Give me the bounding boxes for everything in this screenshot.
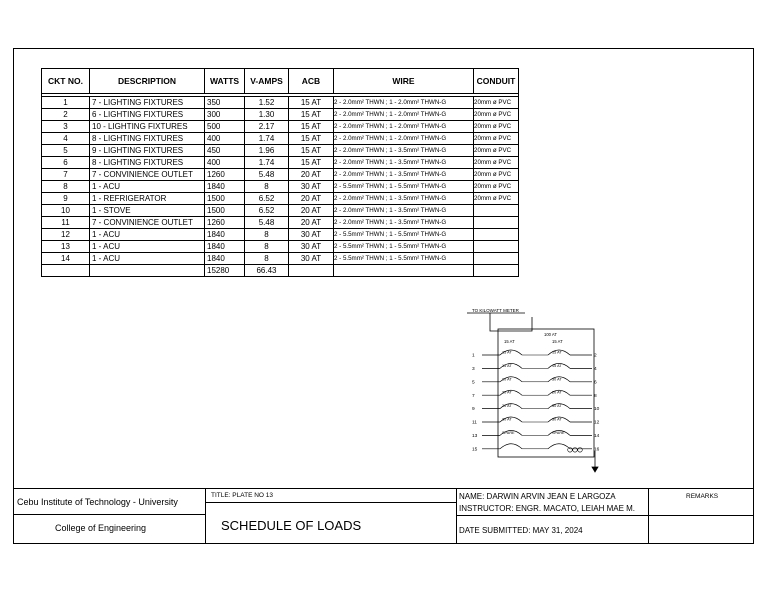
cell-conduit: 20mm ø PVC <box>474 121 519 133</box>
cell-watts: 400 <box>205 157 245 169</box>
cell-description: 1 - ACU <box>90 229 205 241</box>
right-breaker-label: 20 AT <box>552 390 562 395</box>
cell-wire: 2 - 2.0mm² THWN ; 1 - 2.0mm² THWN-G <box>334 97 474 109</box>
left-circuit-number: 9 <box>472 407 475 413</box>
table-row <box>42 193 519 205</box>
table-row <box>42 241 519 253</box>
cell-description: 1 - ACU <box>90 181 205 193</box>
header-conduit: CONDUIT <box>474 69 519 94</box>
cell-acb: 15 AT <box>289 157 334 169</box>
table-row <box>42 253 519 265</box>
totals-row <box>42 265 519 277</box>
cell-wire: 2 - 2.0mm² THWN ; 1 - 3.5mm² THWN-G <box>334 205 474 217</box>
right-circuit-number: 2 <box>594 353 597 359</box>
cell-wire: 2 - 2.0mm² THWN ; 1 - 3.5mm² THWN-G <box>334 157 474 169</box>
cell-watts: 1500 <box>205 193 245 205</box>
cell-acb: 20 AT <box>289 205 334 217</box>
cell-vamps: 2.17 <box>245 121 289 133</box>
table-row <box>42 169 519 181</box>
totals-blank <box>334 265 474 277</box>
header-wire: WIRE <box>334 69 474 94</box>
totals-blank <box>289 265 334 277</box>
table-header-row <box>42 69 519 94</box>
student-name: NAME: DARWIN ARVIN JEAN E LARGOZA <box>459 492 616 501</box>
panel-board-diagram <box>460 305 610 480</box>
ground-coil <box>568 448 573 453</box>
sheet-title: SCHEDULE OF LOADS <box>221 518 362 533</box>
cell-wire: 2 - 5.5mm² THWN ; 1 - 5.5mm² THWN-G <box>334 253 474 265</box>
cell-acb: 15 AT <box>289 133 334 145</box>
cell-wire: 2 - 2.0mm² THWN ; 1 - 3.5mm² THWN-G <box>334 193 474 205</box>
cell-watts: 400 <box>205 133 245 145</box>
cell-conduit: 20mm ø PVC <box>474 181 519 193</box>
cell-ckt: 11 <box>42 217 90 229</box>
meter-label: TO KILOWATT METER <box>472 308 519 313</box>
remarks-label: REMARKS <box>686 493 719 500</box>
total-vamps: 66.43 <box>245 265 289 277</box>
left-breaker-label: 15 AT <box>502 363 512 368</box>
right-breaker-label: 15 AT <box>552 350 562 355</box>
left-breaker-label: SPARE <box>502 430 515 435</box>
cell-ckt: 7 <box>42 169 90 181</box>
header-watts: WATTS <box>205 69 245 94</box>
table-row <box>42 97 519 109</box>
left-breaker-label: 15 AT <box>502 350 512 355</box>
cell-vamps: 5.48 <box>245 169 289 181</box>
cell-vamps: 1.96 <box>245 145 289 157</box>
right-breaker-label: 15 AT <box>552 363 562 368</box>
date-submitted: DATE SUBMITTED: MAY 31, 2024 <box>459 526 583 535</box>
header-description: DESCRIPTION <box>90 69 205 94</box>
cell-description: 7 - LIGHTING FIXTURES <box>90 97 205 109</box>
right-circuit-number: 12 <box>594 420 600 426</box>
cell-description: 7 - CONVINIENCE OUTLET <box>90 169 205 181</box>
cell-description: 10 - LIGHTING FIXTURES <box>90 121 205 133</box>
plate-title: TITLE: PLATE NO 13 <box>211 492 274 499</box>
right-circuit-number: 16 <box>594 447 600 453</box>
top-right-breaker-label: 15 AT <box>552 339 563 344</box>
cell-watts: 1260 <box>205 217 245 229</box>
cell-ckt: 14 <box>42 253 90 265</box>
left-breaker-label: 20 AT <box>502 404 512 409</box>
cell-wire: 2 - 5.5mm² THWN ; 1 - 5.5mm² THWN-G <box>334 181 474 193</box>
cell-watts: 1840 <box>205 253 245 265</box>
cell-conduit <box>474 253 519 265</box>
table-row <box>42 121 519 133</box>
right-breaker-label: 30 AT <box>552 377 562 382</box>
table-row <box>42 217 519 229</box>
cell-vamps: 6.52 <box>245 205 289 217</box>
table-body <box>42 94 519 265</box>
total-watts: 15280 <box>205 265 245 277</box>
left-breaker-label: 30 AT <box>502 417 512 422</box>
cell-ckt: 9 <box>42 193 90 205</box>
cell-watts: 1500 <box>205 205 245 217</box>
cell-wire: 2 - 2.0mm² THWN ; 1 - 3.5mm² THWN-G <box>334 145 474 157</box>
cell-vamps: 8 <box>245 253 289 265</box>
main-breaker-label: 100 AT <box>544 332 557 337</box>
ground-coil <box>573 448 578 453</box>
cell-wire: 2 - 2.0mm² THWN ; 1 - 3.5mm² THWN-G <box>334 169 474 181</box>
totals-blank <box>90 265 205 277</box>
cell-acb: 30 AT <box>289 229 334 241</box>
cell-acb: 15 AT <box>289 97 334 109</box>
cell-watts: 1840 <box>205 241 245 253</box>
table-row <box>42 229 519 241</box>
cell-description: 1 - ACU <box>90 241 205 253</box>
left-circuit-number: 1 <box>472 353 475 359</box>
left-circuit-number: 11 <box>472 420 477 426</box>
cell-description: 8 - LIGHTING FIXTURES <box>90 133 205 145</box>
left-circuit-number: 5 <box>472 380 475 386</box>
schedule-of-loads-table <box>41 68 519 277</box>
table-row <box>42 205 519 217</box>
cell-vamps: 1.74 <box>245 133 289 145</box>
cell-description: 9 - LIGHTING FIXTURES <box>90 145 205 157</box>
cell-wire: 2 - 2.0mm² THWN ; 1 - 2.0mm² THWN-G <box>334 109 474 121</box>
right-breaker-label: SPARE <box>552 430 565 435</box>
right-circuit-number: 4 <box>594 367 597 372</box>
cell-vamps: 1.52 <box>245 97 289 109</box>
left-circuit-number: 15 <box>472 447 478 453</box>
cell-ckt: 8 <box>42 181 90 193</box>
cell-acb: 20 AT <box>289 217 334 229</box>
cell-conduit <box>474 217 519 229</box>
cell-ckt: 3 <box>42 121 90 133</box>
header-ckt: CKT NO. <box>42 69 90 94</box>
cell-watts: 300 <box>205 109 245 121</box>
cell-conduit: 20mm ø PVC <box>474 133 519 145</box>
cell-acb: 15 AT <box>289 145 334 157</box>
left-circuit-number: 3 <box>472 367 475 372</box>
cell-watts: 450 <box>205 145 245 157</box>
cell-watts: 350 <box>205 97 245 109</box>
cell-ckt: 12 <box>42 229 90 241</box>
cell-conduit: 20mm ø PVC <box>474 157 519 169</box>
cell-conduit: 20mm ø PVC <box>474 193 519 205</box>
cell-watts: 1840 <box>205 229 245 241</box>
cell-ckt: 5 <box>42 145 90 157</box>
cell-description: 7 - CONVINIENCE OUTLET <box>90 217 205 229</box>
cell-description: 1 - REFRIGERATOR <box>90 193 205 205</box>
table-row <box>42 157 519 169</box>
cell-ckt: 4 <box>42 133 90 145</box>
cell-wire: 2 - 2.0mm² THWN ; 1 - 2.0mm² THWN-G <box>334 133 474 145</box>
cell-vamps: 6.52 <box>245 193 289 205</box>
cell-ckt: 1 <box>42 97 90 109</box>
cell-wire: 2 - 5.5mm² THWN ; 1 - 5.5mm² THWN-G <box>334 229 474 241</box>
right-breaker-label: 30 AT <box>552 404 562 409</box>
left-breaker-label: 20 AT <box>502 390 512 395</box>
cell-watts: 500 <box>205 121 245 133</box>
cell-conduit: 20mm ø PVC <box>474 169 519 181</box>
cell-conduit <box>474 229 519 241</box>
right-breaker-arc <box>548 444 570 449</box>
cell-acb: 20 AT <box>289 169 334 181</box>
cell-acb: 30 AT <box>289 253 334 265</box>
cell-description: 6 - LIGHTING FIXTURES <box>90 109 205 121</box>
cell-description: 1 - STOVE <box>90 205 205 217</box>
cell-wire: 2 - 2.0mm² THWN ; 1 - 2.0mm² THWN-G <box>334 121 474 133</box>
cell-acb: 30 AT <box>289 181 334 193</box>
cell-watts: 1260 <box>205 169 245 181</box>
right-circuit-number: 10 <box>594 407 600 413</box>
totals-blank <box>42 265 90 277</box>
instructor-name: INSTRUCTOR: ENGR. MACATO, LEIAH MAE M. <box>459 504 636 513</box>
right-circuit-number: 6 <box>594 380 597 386</box>
left-breaker-arc <box>500 444 522 449</box>
header-vamps: V-AMPS <box>245 69 289 94</box>
table-row <box>42 133 519 145</box>
cell-wire: 2 - 5.5mm² THWN ; 1 - 5.5mm² THWN-G <box>334 241 474 253</box>
table-row <box>42 181 519 193</box>
cell-vamps: 1.74 <box>245 157 289 169</box>
cell-conduit <box>474 241 519 253</box>
left-breaker-label: 20 AT <box>502 377 512 382</box>
panel-circuits <box>472 339 600 452</box>
cell-vamps: 1.30 <box>245 109 289 121</box>
totals-blank <box>474 265 519 277</box>
cell-vamps: 8 <box>245 181 289 193</box>
university-name: Cebu Institute of Technology - University <box>17 497 178 507</box>
cell-acb: 30 AT <box>289 241 334 253</box>
cell-conduit: 20mm ø PVC <box>474 109 519 121</box>
cell-acb: 20 AT <box>289 193 334 205</box>
cell-watts: 1840 <box>205 181 245 193</box>
cell-conduit <box>474 205 519 217</box>
cell-ckt: 13 <box>42 241 90 253</box>
cell-acb: 15 AT <box>289 109 334 121</box>
cell-description: 1 - ACU <box>90 253 205 265</box>
cell-vamps: 8 <box>245 229 289 241</box>
cell-vamps: 5.48 <box>245 217 289 229</box>
cell-ckt: 6 <box>42 157 90 169</box>
cell-ckt: 10 <box>42 205 90 217</box>
cell-conduit: 20mm ø PVC <box>474 97 519 109</box>
top-left-breaker-label: 15 AT <box>504 339 515 344</box>
right-breaker-label: 30 AT <box>552 417 562 422</box>
title-block <box>13 488 754 544</box>
left-circuit-number: 7 <box>472 393 475 399</box>
table-row <box>42 109 519 121</box>
cell-ckt: 2 <box>42 109 90 121</box>
right-circuit-number: 14 <box>594 434 600 439</box>
left-circuit-number: 13 <box>472 434 478 439</box>
cell-wire: 2 - 2.0mm² THWN ; 1 - 3.5mm² THWN-G <box>334 217 474 229</box>
college-name: College of Engineering <box>55 523 147 533</box>
header-acb: ACB <box>289 69 334 94</box>
right-circuit-number: 8 <box>594 393 597 399</box>
cell-vamps: 8 <box>245 241 289 253</box>
cell-acb: 15 AT <box>289 121 334 133</box>
table-row <box>42 145 519 157</box>
cell-conduit: 20mm ø PVC <box>474 145 519 157</box>
ground-coil <box>578 448 583 453</box>
cell-description: 8 - LIGHTING FIXTURES <box>90 157 205 169</box>
